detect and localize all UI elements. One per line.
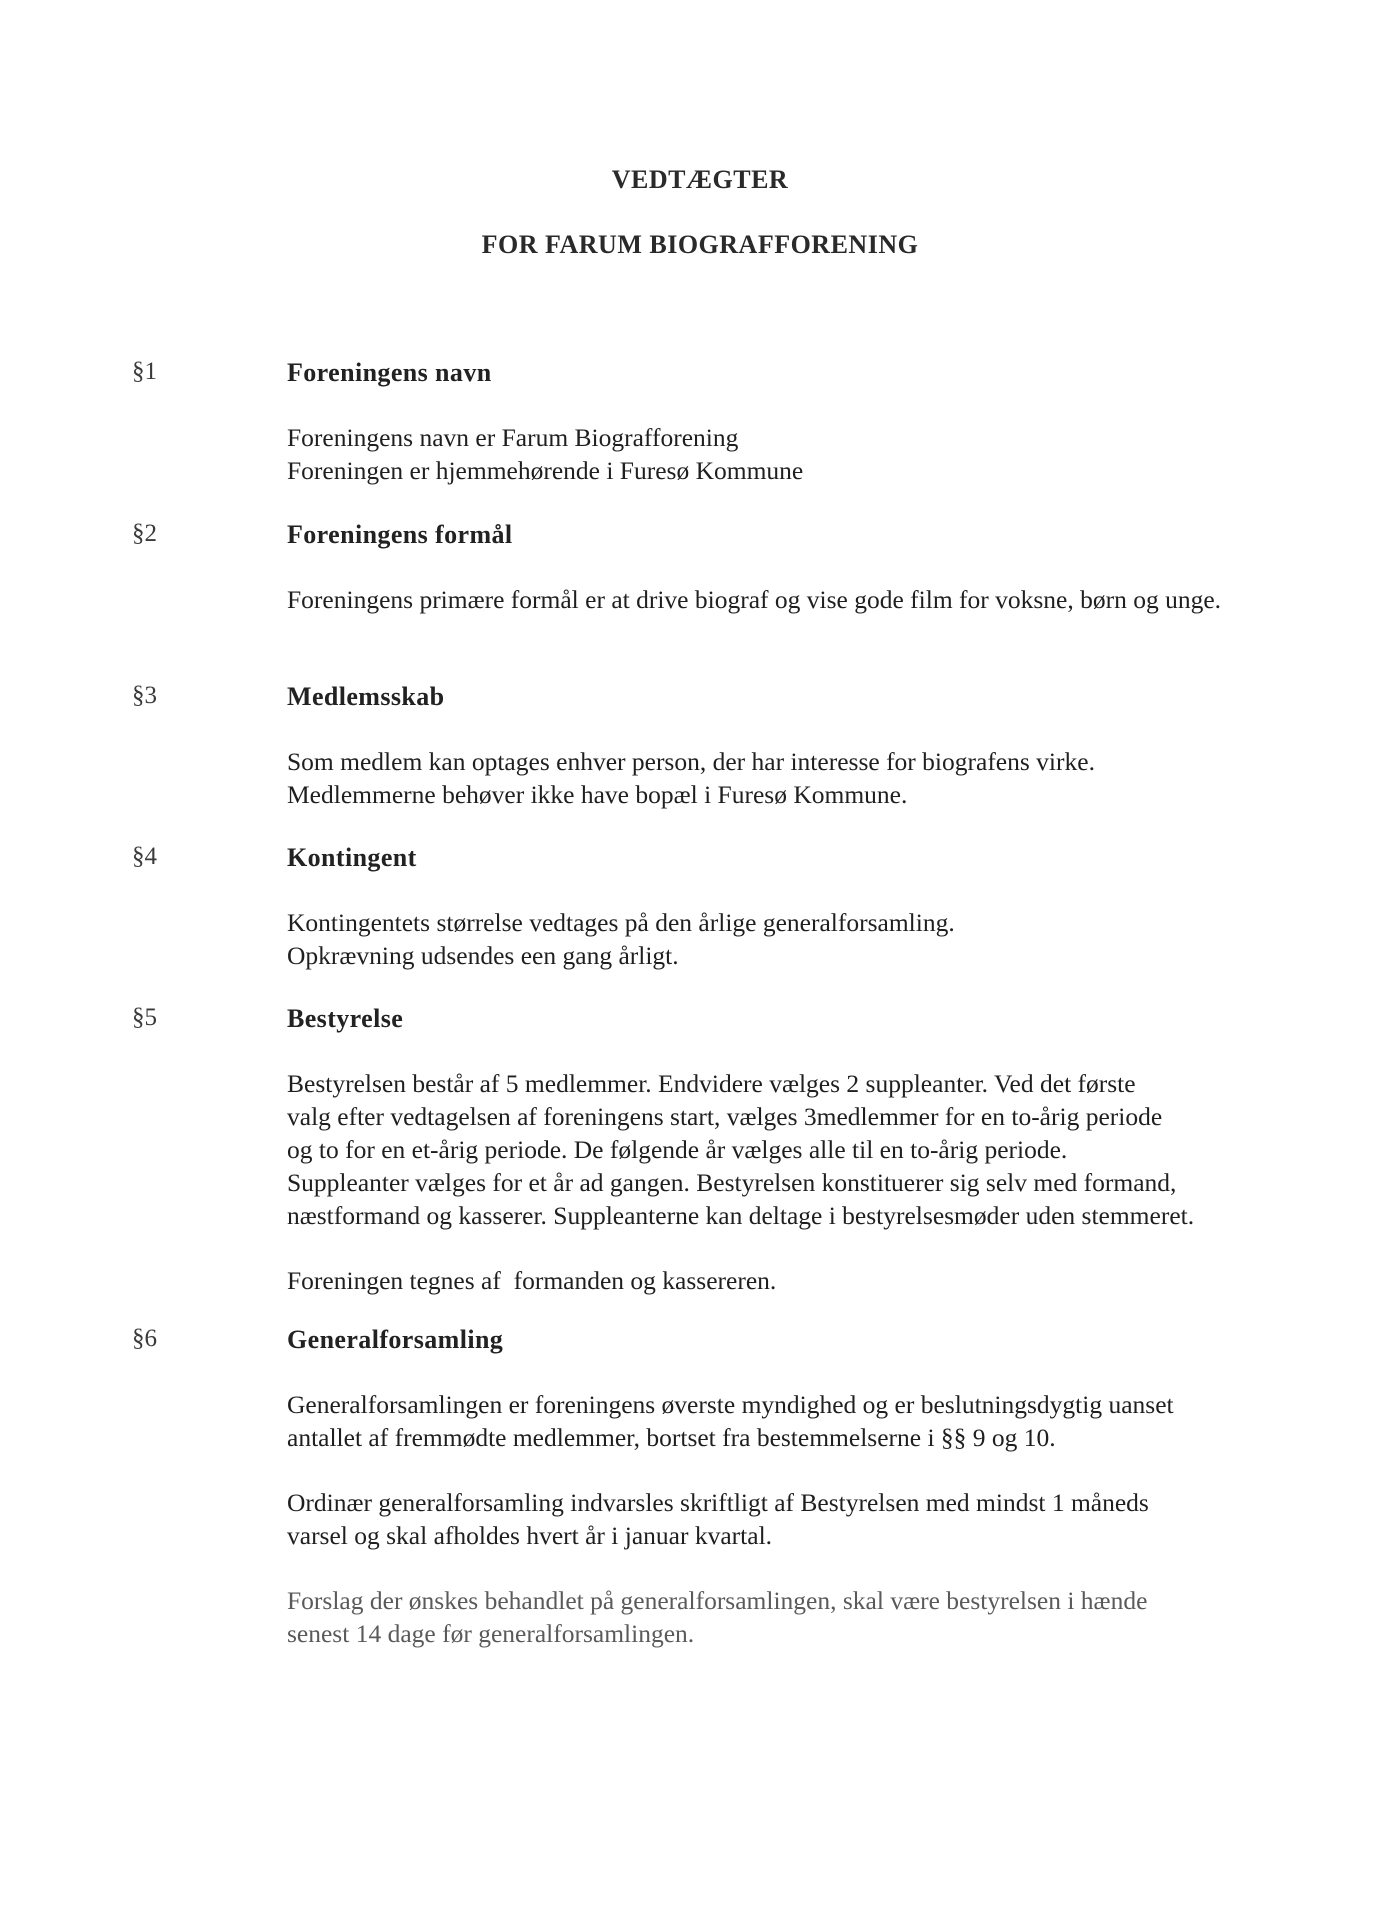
document-title: VEDTÆGTER <box>611 165 789 194</box>
section-number: §5 <box>132 1004 157 1031</box>
section-body <box>287 1388 1317 1650</box>
paragraph: Foreningens navn er Farum Biografforening Foreningen er hjemmehørende i Furesø Kommune <box>287 423 804 485</box>
section-number: §3 <box>132 682 157 709</box>
section-body <box>287 1067 1317 1297</box>
section-number: §1 <box>132 358 157 385</box>
paragraph: Bestyrelsen består af 5 medlemmer. Endvidere vælges 2 suppleanter. Ved det første valg efter vedtagelsen af foreningens start, vælges 3medlemmer for en to-årig periode og to for en et-årig periode. De følgende år vælges alle til en to-årig periode. Suppleanter vælges for et år ad gangen. Bestyrelsen konstituerer sig selv med formand, næstformand og kasserer. Suppleanterne kan deltage i bestyrelsesmøder uden stemmeret. <box>287 1069 1195 1230</box>
section-heading: Bestyrelse <box>287 1004 404 1033</box>
paragraph: Som medlem kan optages enhver person, der har interesse for biografens virke. Medlemmerne behøver ikke have bopæl i Furesø Kommune. <box>287 747 1095 809</box>
paragraph: Kontingentets størrelse vedtages på den årlige generalforsamling. Opkrævning udsendes een gang årligt. <box>287 908 955 970</box>
paragraph: Forslag der ønskes behandlet på generalforsamlingen, skal være bestyrelsen i hænde senest 14 dage før generalforsamlingen. <box>287 1586 1148 1648</box>
section-number: §6 <box>132 1325 157 1352</box>
section-heading: Foreningens formål <box>287 520 513 549</box>
section-body <box>287 906 1317 972</box>
section-body <box>287 583 1257 616</box>
section-number: §4 <box>132 843 157 870</box>
section-heading: Generalforsamling <box>287 1325 504 1354</box>
paragraph: Foreningen tegnes af formanden og kassereren. <box>287 1266 777 1295</box>
section-heading: Foreningens navn <box>287 358 492 387</box>
section-heading: Medlemsskab <box>287 682 445 711</box>
document-subtitle: FOR FARUM BIOGRAFFORENING <box>481 230 919 259</box>
paragraph: Foreningens primære formål er at drive biograf og vise gode film for voksne, børn og unge. <box>287 585 1222 614</box>
section-number: §2 <box>132 520 157 547</box>
section-body <box>287 745 1317 811</box>
paragraph: Generalforsamlingen er foreningens øverste myndighed og er beslutningsdygtig uanset antallet af fremmødte medlemmer, bortset fra bestemmelserne i §§ 9 og 10. <box>287 1390 1174 1452</box>
section-body <box>287 421 1317 487</box>
paragraph: Ordinær generalforsamling indvarsles skriftligt af Bestyrelsen med mindst 1 måneds varsel og skal afholdes hvert år i januar kvartal. <box>287 1488 1149 1550</box>
section-heading: Kontingent <box>287 843 417 872</box>
